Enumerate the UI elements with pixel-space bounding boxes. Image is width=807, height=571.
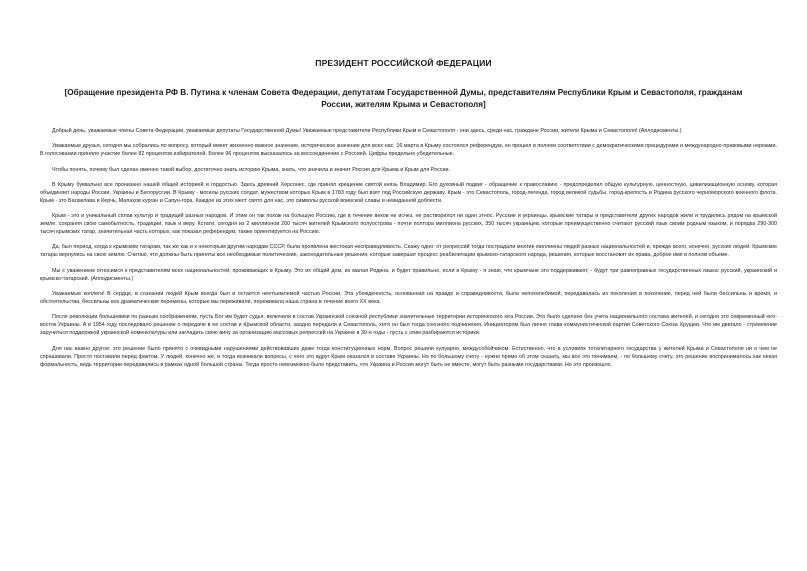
paragraph: Для нас важно другое: это решение было принято с очевидными нарушениями действовавших даже тогда конституционных норм. Вопрос решили кулуарно, междусобойчиком. Естественно, что в условиях тоталитарного государства у жителей Крыма и Севастополя ни о чем не спрашивали. Просто поставили перед фактом. У людей, конечно же, и тогда возникали вопросы, с чего это вдруг Крым оказался в составе Украины. Но по большому счету - нужно прямо об этом сказать, мы все это понимаем, - по большому счету, это решение воспринималось как некая формальность, ведь территории передавались в рамках одной большой страны. Тогда просто невозможно было представить, что Украина и Россия могут быть не вместе, могут быть разными государствами. Но это произошло. (40, 345, 777, 368)
paragraph: Уважаемые коллеги! В сердце, в сознании людей Крым всегда был и остается неотъемлемой частью России. Эта убежденность, основанная на правде и справедливости, была непоколебимой, передавалась из поколения в поколение, перед ней были бессильны и время, и обстоятельства, бессильны все драматические перемены, которые мы переживали, переживала наша страна в течение всего XX века. (40, 291, 777, 306)
paragraph: Добрый день, уважаемые члены Совета Федерации, уважаемые депутаты Государственной Думы! Уважаемые представители Республики Крым и Севастополя - они здесь, среди нас, граждане России, жители Крыма и Севастополя! (Аплодисменты.) (52, 128, 682, 134)
paragraph: В Крыму буквально все пронизано нашей общей историей и гордостью. Здесь древний Херсонес, где принял крещение святой князь Владимир. Его духовный подвиг - обращение к православию - предопределил общую культурную, ценностную, цивилизационную основу, которая объединяет народы России, Украины и Белоруссии. В Крыму - могилы русских солдат, мужеством которых Крым в 1783 году был взят под Российскую державу. Крым - это Севастополь, город-легенда, город великой судьбы, город-крепость и Родина русского черноморского военного флота. Крым - это Балаклава и Керчь, Малахов курган и Сапун-гора. Каждое из этих мест свято для нас, это символы русской воинской славы и невиданной доблести. (40, 181, 777, 204)
paragraph: Уважаемые друзья, сегодня мы собрались по вопросу, который имеет жизненно важное значение, историческое значение для всех нас. 16 марта в Крыму состоялся референдум, он прошел в полном соответствии с демократическими процедурами и международно-правовыми нормами. В голосовании приняло участие более 82 процентов избирателей. Более 96 процентов высказалось за воссоединение с Россией. Цифры предельно убедительные. (40, 143, 777, 158)
paragraph: Чтобы понять, почему был сделан именно такой выбор, достаточно знать историю Крыма, знать, что значила и значит Россия для Крыма и Крым для России. (52, 166, 451, 173)
document-subtitle: [Обращение президента РФ В. Путина к членам Совета Федерации, депутатам Государственной Думы, представителям Республики Крым и Севастополя, гражданам России, жителям Крыма и Севастополя] (64, 88, 743, 109)
paragraph: Да, был период, когда к крымским татарам, так же как и к некоторым другим народам СССР, была проявлена жестокая несправедливость. Скажу одно: от репрессий тогда пострадали многие миллионы людей разных национальностей и, прежде всего, конечно, русских людей. Крымские татары вернулись на свою землю. Считаю, что должны быть приняты все необходимые политические, законодательные решения, которые завершат процесс реабилитации крымско-татарского народа, решения, которые восстановят их права, доброе имя в полном объеме. (40, 244, 777, 259)
paragraph: Крым - это и уникальный сплав культур и традиций разных народов. И этим он так похож на большую Россию, где в течение веков не исчез, не растворился ни один этнос. Русские и украинцы, крымские татары и представители других народов жили и трудились рядом на крымской земле, сохраняя свою самобытность, традиции, язык и веру. Кстати, сегодня из 2 миллионов 200 тысяч жителей Крымского полуострова - почти полтора миллиона русских, 350 тысяч украинцев, которые преимущественно считают русский язык своим родным языком, и порядка 290-300 тысяч крымских татар, значительная часть которых, как показал референдум, также ориентируется на Россию. (40, 213, 777, 236)
document-title: ПРЕЗИДЕНТ РОССИЙСКОЙ ФЕДЕРАЦИИ (315, 58, 492, 68)
document-body (40, 128, 777, 369)
paragraph: Мы с уважением относимся к представителям всех национальностей, проживающих в Крыму. Это их общий дом, их малая Родина, и будет правильно, если в Крыму - я знаю, что крымчане это поддерживают, - будут три равноправных государственных языка: русский, украинский и крымско-татарский. (Аплодисменты.) (40, 267, 777, 282)
paragraph: После революции большевики по разным соображениям, пусть Бог им будет судья, включили в состав Украинской союзной республики значительные территории исторического юга России. Это было сделано без учета национального состава жителей, и сегодня это современный юго-восток Украины. А в 1954 году последовало решение о передаче в ее состав и Крымской области, заодно передали и Севастополь, хотя он был тогда союзного подчинения. Инициатором был лично глава коммунистической партии Советского Союза Хрущев. Что им двигало - стремление заручиться поддержкой украинской номенклатуры или загладить свою вину за организацию массовых репрессий на Украине в 30-е годы - пусть с этим разбираются историки. (40, 314, 777, 337)
